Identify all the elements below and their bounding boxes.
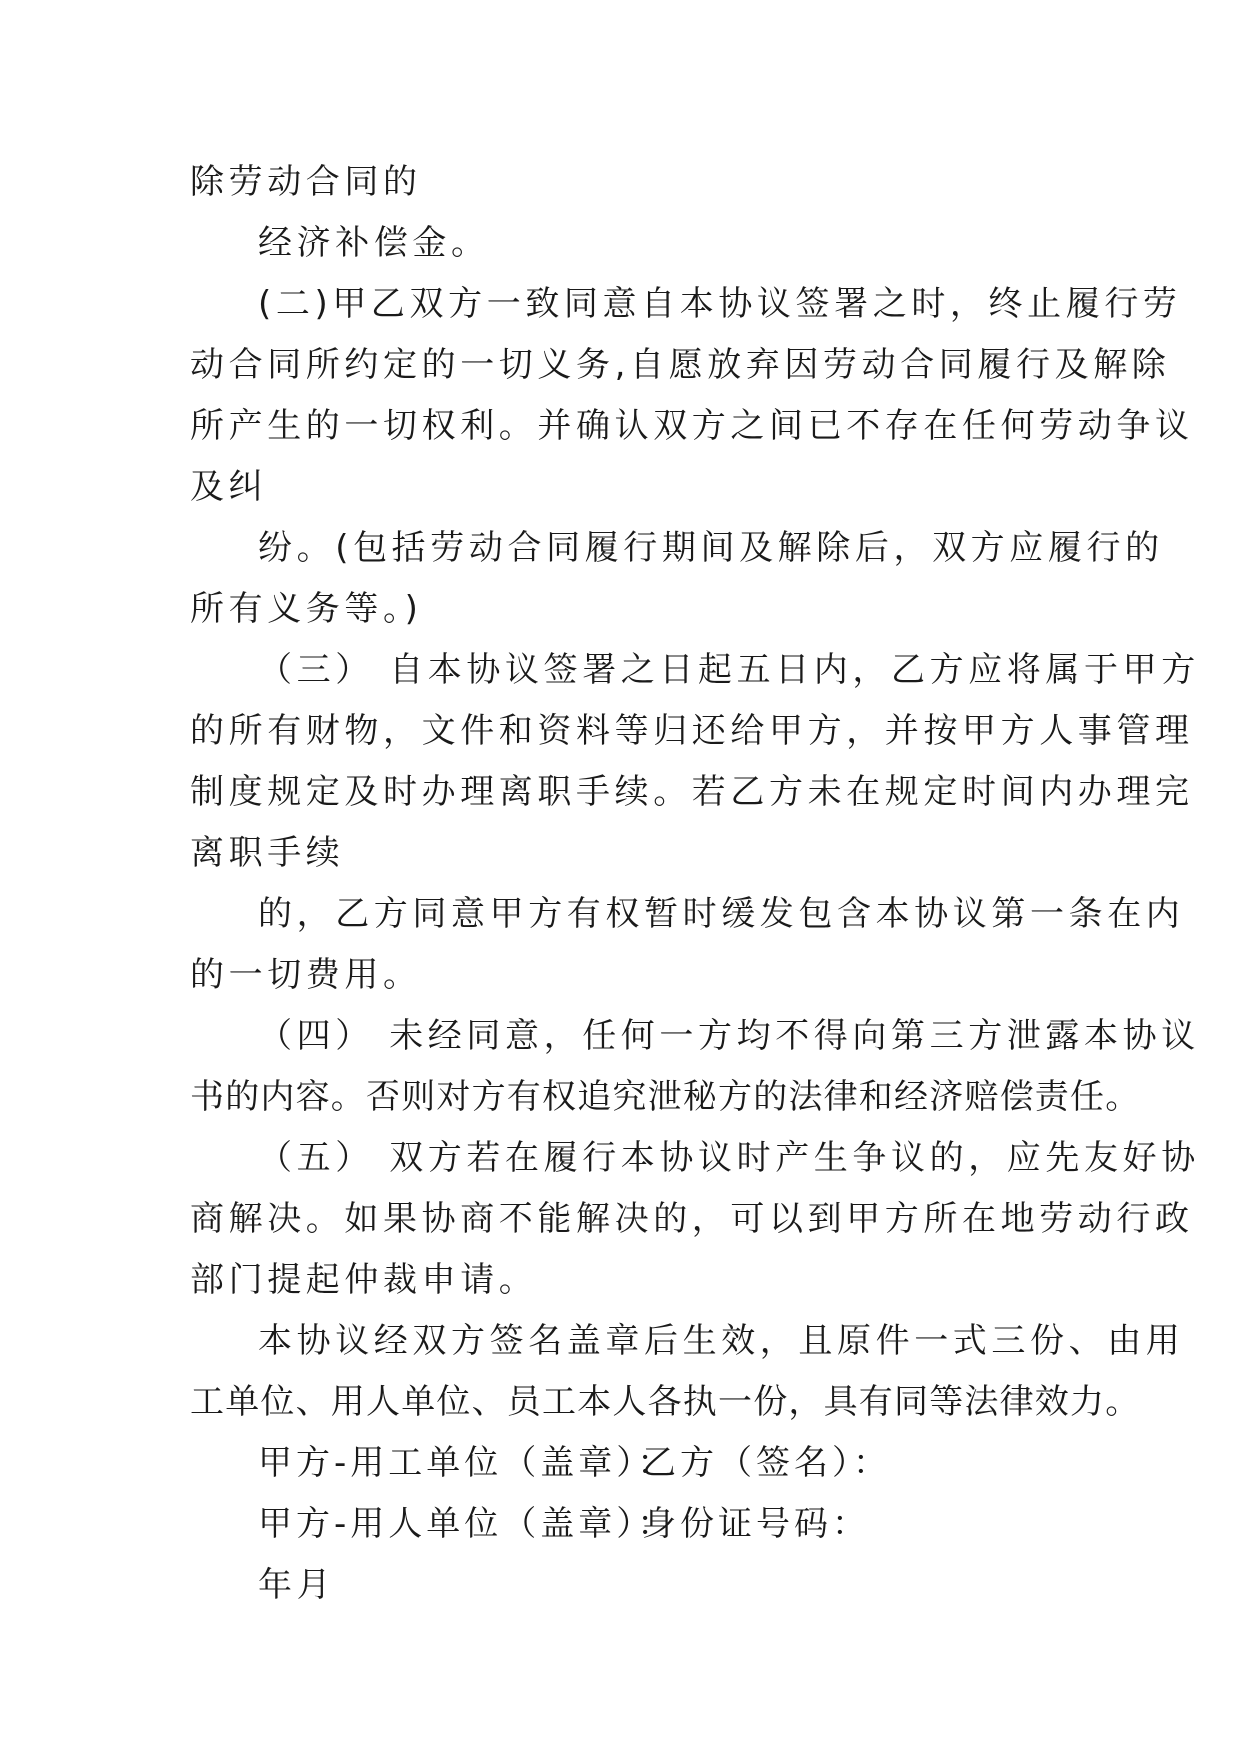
text-line: 书的内容。否则对方有权追究泄秘方的法律和经济赔偿责任。 (190, 1077, 1141, 1117)
clause-4-line: （四） 未经同意，任何一方均不得向第三方泄露本协议 (258, 1016, 1200, 1056)
clause-3-line: （三） 自本协议签署之日起五日内，乙方应将属于甲方 (258, 650, 1200, 690)
clause-5-line: （五） 双方若在履行本协议时产生争议的，应先友好协 (258, 1138, 1200, 1178)
signature-row-1 (190, 1433, 1070, 1494)
text-line: 除劳动合同的 (190, 162, 422, 202)
effect-clause-line: 本协议经双方签名盖章后生效，且原件一式三份、由用 (258, 1321, 1185, 1361)
text-line: 的所有财物，文件和资料等归还给甲方，并按甲方人事管理 (190, 711, 1194, 751)
text-line: 的一切费用。 (190, 955, 422, 995)
text-line: 的，乙方同意甲方有权暂时缓发包含本协议第一条在内 (258, 894, 1185, 934)
text-line: 商解决。如果协商不能解决的，可以到甲方所在地劳动行政 (190, 1199, 1194, 1239)
text-line: 经济补偿金。 (258, 223, 490, 263)
date-label: 年月 (258, 1565, 336, 1605)
id-number-label: 身份证号码： (642, 1504, 870, 1544)
text-line: 动合同所约定的一切义务,自愿放弃因劳动合同履行及解除 (190, 345, 1171, 385)
hiring-unit-seal-label: 甲方-用人单位（盖章）： (258, 1504, 676, 1544)
employer-seal-label: 甲方-用工单位（盖章）： (258, 1443, 676, 1483)
text-line: 所产生的一切权利。并确认双方之间已不存在任何劳动争议 (190, 406, 1194, 446)
text-line: 工单位、用人单位、员工本人各执一份，具有同等法律效力。 (190, 1382, 1141, 1422)
document-body (190, 152, 1200, 1616)
signature-row-2 (190, 1494, 1070, 1555)
employee-signature-label: 乙方（签名）： (642, 1443, 891, 1483)
text-line: 离职手续 (190, 833, 345, 873)
clause-2-line: (二)甲乙双方一致同意自本协议签署之时，终止履行劳 (258, 284, 1182, 324)
text-line: 制度规定及时办理离职手续。若乙方未在规定时间内办理完 (190, 772, 1194, 812)
text-line: 纷。(包括劳动合同履行期间及解除后，双方应履行的 (258, 528, 1164, 568)
text-line: 部门提起仲裁申请。 (190, 1260, 538, 1300)
text-line: 及纠 (190, 467, 268, 507)
text-line: 所有义务等。) (190, 589, 423, 629)
